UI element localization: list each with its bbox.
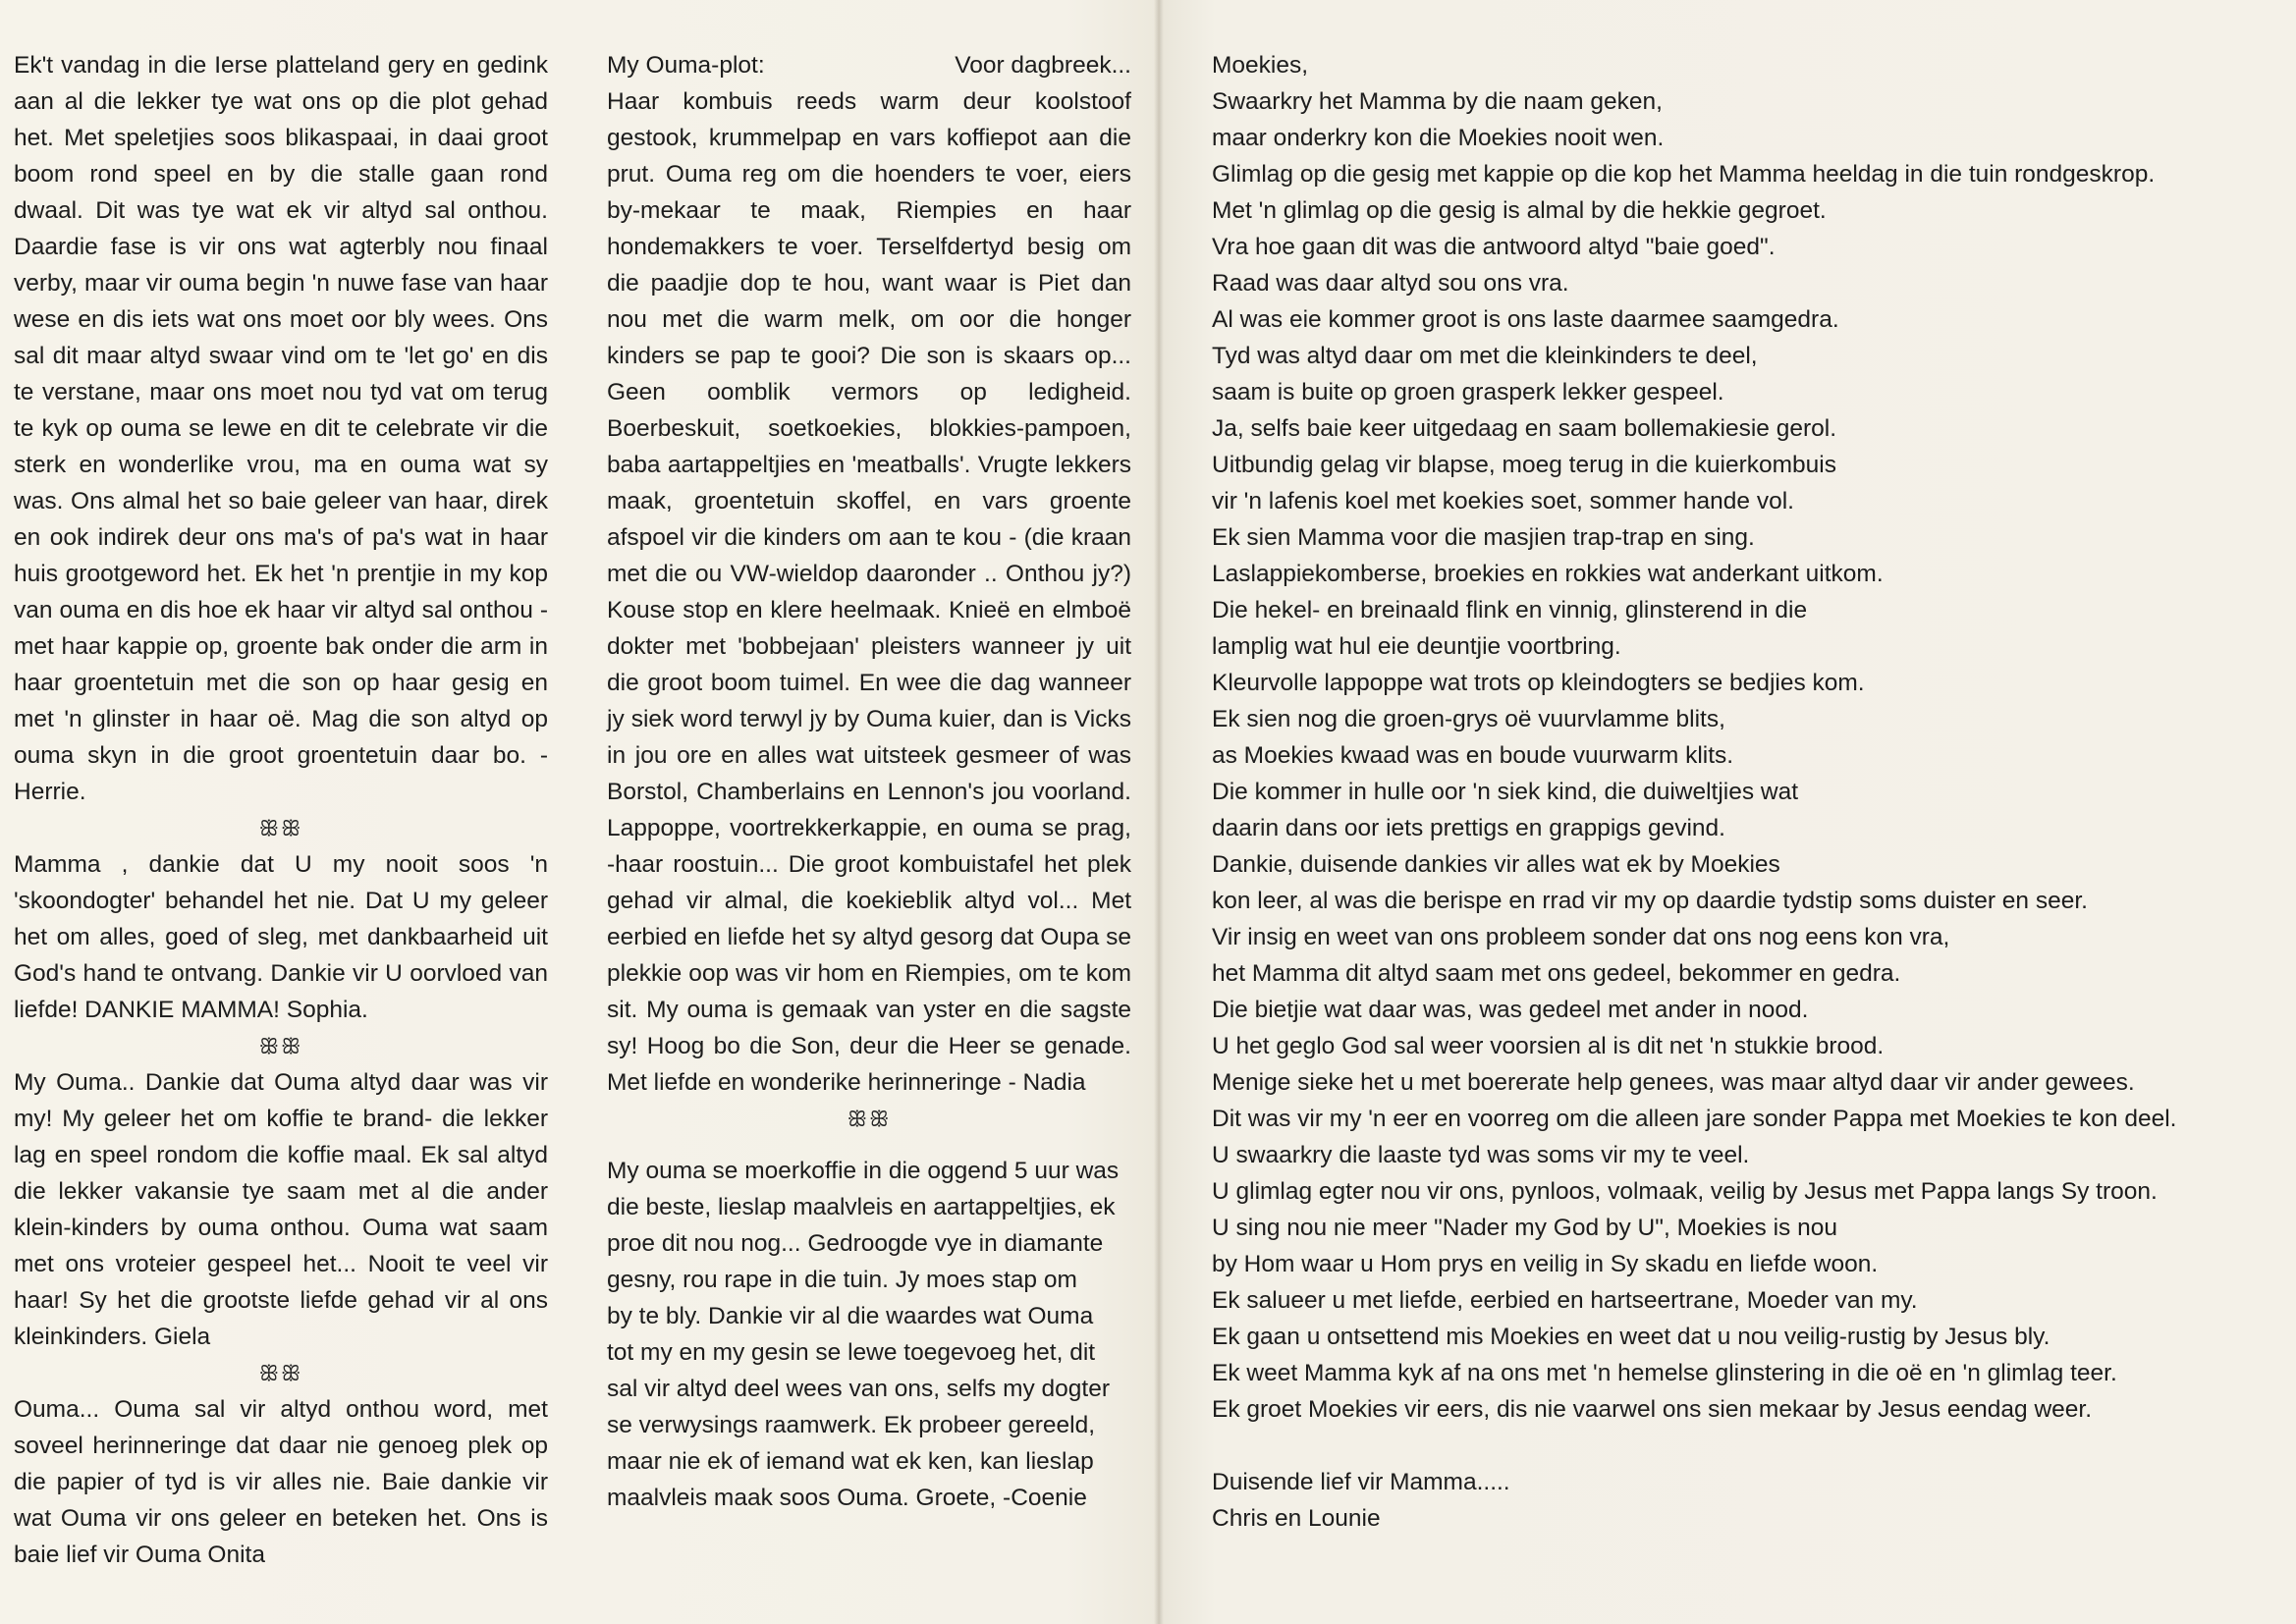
poem-line: Dankie, duisende dankies vir alles wat ek by Moekies (1212, 851, 1780, 878)
poem-column (1212, 47, 2253, 1537)
ornament-divider (14, 1028, 548, 1064)
poem-line: vir 'n lafenis koel met koekies soet, sommer hande vol. (1212, 488, 1794, 514)
tribute-nadia: Haar kombuis reeds warm deur koolstoof gestook, krummelpap en vars koffiepot aan die prut. Ouma reg om die hoenders te voer, eiers by-mekaar te maak, Riempies en haar hondemakkers te voer. Terselfdertyd besig om die paadjie dop te hou, want waar is Piet dan nou met die warm melk, om oor die honger kinders se pap te gooi? Die son is skaars op... Geen oomblik vermors op ledigheid. Boerbeskuit, soetkoekies, blokkies-pampoen, baba aartappeltjies en 'meatballs'. Vrugte lekkers maak, groentetuin skoffel, en vars groente afspoel vir die kinders om aan te kou - (die kraan met die ou VW-wieldop daaronder .. Onthou jy?) Kouse stop en klere heelmaak. Knieë en elmboë dokter met 'bobbejaan' pleisters wanneer jy uit die groot boom tuimel. En wee die dag wanneer jy siek word terwyl jy by Ouma kuier, dan is Vicks in jou ore en alles wat uitsteek gesmeer of was Borstol, Chamberlains en Lennon's jou voorland. Lappoppe, voortrekkerkappie, en ouma se prag, -haar roostuin... Die groot kombuistafel het plek gehad vir almal, die koekieblik altyd vol... Met eerbied en liefde het sy altyd gesorg dat Oupa se plekkie oop was vir hom en Riempies, om te kom sit. My ouma is gemaak van yster en die sagste sy! Hoog bo die Son, deur die Heer se genade. Met liefde en wonderike herinneringe - Nadia (607, 88, 1131, 1096)
ornament-glyph: ꕥꕥ (258, 1034, 303, 1058)
poem-line: lamplig wat hul eie deuntjie voortbring. (1212, 633, 1621, 660)
poem-line: Dit was vir my 'n eer en voorreg om die alleen jare sonder Pappa met Moekies te kon deel. (1212, 1106, 2177, 1132)
text-line: gesny, rou rape in die tuin. Jy moes stap om (607, 1267, 1077, 1293)
poem-line: Menige sieke het u met boererate help genees, was maar altyd daar vir ander gewees. (1212, 1069, 2135, 1096)
tribute-sophia: Mamma , dankie dat U my nooit soos 'n 'skoondogter' behandel het nie. Dat U my geleer het om alles, goed of sleg, met dankbaarheid uit God's hand te ontvang. Dankie vir U oorvloed van liefde! DANKIE MAMMA! Sophia. (14, 851, 548, 1023)
poem-line: Ek sien Mamma voor die masjien trap-trap en sing. (1212, 524, 1755, 551)
poem-line: Ek groet Moekies vir eers, dis nie vaarwel ons sien mekaar by Jesus eendag weer. (1212, 1396, 2093, 1423)
ornament-divider (14, 810, 548, 846)
poem-line: kon leer, al was die berispe en rrad vir my op daardie tydstip soms duister en seer. (1212, 888, 2088, 914)
ornament-glyph: ꕥꕥ (258, 816, 303, 840)
poem-line: maar onderkry kon die Moekies nooit wen. (1212, 125, 1665, 151)
text-line: die beste, lieslap maalvleis en aartappeltjies, ek (607, 1194, 1116, 1220)
text-line: sal vir altyd deel wees van ons, selfs my dogter (607, 1376, 1111, 1402)
poem-line: Kleurvolle lappoppe wat trots op kleindogters se bedjies kom. (1212, 670, 1865, 696)
signoff-line: Duisende lief vir Mamma..... (1212, 1469, 1510, 1495)
heading-left: My Ouma-plot: (607, 52, 765, 79)
poem-line: U sing nou nie meer "Nader my God by U", Moekies is nou (1212, 1215, 1837, 1241)
poem-line: Ja, selfs baie keer uitgedaag en saam bollemakiesie gerol. (1212, 415, 1837, 442)
ornament-divider (607, 1101, 1131, 1137)
poem-line: daarin dans oor iets prettigs en grappigs gevind. (1212, 815, 1725, 841)
text-line: proe dit nou nog... Gedroogde vye in diamante (607, 1230, 1104, 1257)
poem-line: Die hekel- en breinaald flink en vinnig, glinsterend in die (1212, 597, 1808, 623)
poem-line: as Moekies kwaad was en boude vuurwarm klits. (1212, 742, 1734, 769)
text-line: se verwysings raamwerk. Ek probeer gereeld, (607, 1412, 1096, 1438)
text-line: maalvleis maak soos Ouma. Groete, -Coenie (607, 1485, 1087, 1511)
left-column-1 (14, 47, 548, 1573)
text-line: My ouma se moerkoffie in die oggend 5 uur was (607, 1158, 1120, 1184)
poem-line: Glimlag op die gesig met kappie op die kop het Mamma heeldag in die tuin rondgeskrop. (1212, 161, 2156, 188)
ornament-glyph: ꕥꕥ (847, 1107, 892, 1131)
heading-right: Voor dagbreek... (955, 52, 1131, 79)
poem-line: Ek sien nog die groen-grys oë vuurvlamme blits, (1212, 706, 1725, 732)
book-spine (1154, 0, 1164, 1624)
tribute-onita: Ouma... Ouma sal vir altyd onthou word, met soveel herinneringe dat daar nie genoeg plek op die papier of tyd is vir alles nie. Baie dankie vir wat Ouma vir ons geleer en beteken het. Ons is baie lief vir Ouma Onita (14, 1396, 548, 1568)
poem-line: Vra hoe gaan dit was die antwoord altyd "baie goed". (1212, 234, 1776, 260)
spacer (1212, 1428, 2253, 1464)
poem-line: Moekies, (1212, 52, 1309, 79)
poem-line: Tyd was altyd daar om met die kleinkinders te deel, (1212, 343, 1758, 369)
poem-line: Vir insig en weet van ons probleem sonder dat ons nog eens kon vra, (1212, 924, 1950, 950)
poem-line: Ek gaan u ontsettend mis Moekies en weet dat u nou veilig-rustig by Jesus bly. (1212, 1324, 2050, 1350)
poem-line: Uitbundig gelag vir blapse, moeg terug in die kuierkombuis (1212, 452, 1836, 478)
poem-line: het Mamma dit altyd saam met ons gedeel, bekommer en gedra. (1212, 960, 1901, 987)
text-line: tot my en my gesin se lewe toegevoeg het, dit (607, 1339, 1096, 1366)
poem-line: Ek weet Mamma kyk af na ons met 'n hemelse glinstering in die oë en 'n glimlag teer. (1212, 1360, 2117, 1386)
tribute-herrie: Ek't vandag in die Ierse platteland gery en gedink aan al die lekker tye wat ons op die plot gehad het. Met speletjies soos blikaspaai, in daai groot boom rond speel en by die stalle gaan rond dwaal. Dit was tye wat ek vir altyd sal onthou. Daardie fase is vir ons wat agterbly nou finaal verby, maar vir ouma begin 'n nuwe fase van haar wese en dis iets wat ons moet oor bly wees. Ons sal dit maar altyd swaar vind om te 'let go' en dis te verstane, maar ons moet nou tyd vat om terug te kyk op ouma se lewe en dit te celebrate vir die sterk en wonderlike vrou, ma en ouma wat sy was. Ons almal het so baie geleer van haar, direk en ook indirek deur ons ma's of pa's wat in haar huis grootgeword het. Ek het 'n prentjie in my kop van ouma en dis hoe ek haar vir altyd sal onthou - met haar kappie op, groente bak onder die arm in haar groentetuin met die son op haar gesig en met 'n glinster in haar oë. Mag die son altyd op ouma skyn in die groot groentetuin daar bo. - Herrie. (14, 52, 548, 805)
tribute-heading (607, 47, 1131, 83)
poem-line: U glimlag egter nou vir ons, pynloos, volmaak, veilig by Jesus met Pappa langs Sy troon. (1212, 1178, 2158, 1205)
poem-line: Raad was daar altyd sou ons vra. (1212, 270, 1569, 297)
poem-line: U het geglo God sal weer voorsien al is dit net 'n stukkie brood. (1212, 1033, 1885, 1059)
poem-line: by Hom waar u Hom prys en veilig in Sy skadu en liefde woon. (1212, 1251, 1879, 1277)
poem-line: saam is buite op groen grasperk lekker gespeel. (1212, 379, 1724, 406)
tribute-giela: My Ouma.. Dankie dat Ouma altyd daar was vir my! My geleer het om koffie te brand- die lekker lag en speel rondom die koffie maal. Ek sal altyd die lekker vakansie tye saam met al die ander klein-kinders by ouma onthou. Ouma wat saam met ons vroteier gespeel het... Nooit te veel vir haar! Sy het die grootste liefde gehad vir al ons kleinkinders. Giela (14, 1069, 548, 1350)
poem-line: Laslappiekomberse, broekies en rokkies wat anderkant uitkom. (1212, 561, 1884, 587)
poem-line: U swaarkry die laaste tyd was soms vir my te veel. (1212, 1142, 1750, 1168)
poem-line: Die bietjie wat daar was, was gedeel met ander in nood. (1212, 997, 1809, 1023)
poem-line: Ek salueer u met liefde, eerbied en hartseertrane, Moeder van my. (1212, 1287, 1918, 1314)
text-line: maar nie ek of iemand wat ek ken, kan lieslap (607, 1448, 1094, 1475)
poem-line: Met 'n glimlag op die gesig is almal by die hekkie gegroet. (1212, 197, 1827, 224)
ornament-divider (14, 1355, 548, 1391)
tribute-coenie (607, 1153, 1131, 1516)
poem-line: Al was eie kommer groot is ons laste daarmee saamgedra. (1212, 306, 1839, 333)
poem-line: Die kommer in hulle oor 'n siek kind, die duiweltjies wat (1212, 779, 1799, 805)
ornament-glyph: ꕥꕥ (258, 1361, 303, 1385)
signoff-names: Chris en Lounie (1212, 1505, 1381, 1532)
poem-line: Swaarkry het Mamma by die naam geken, (1212, 88, 1663, 115)
left-column-2 (607, 47, 1131, 1516)
text-line: by te bly. Dankie vir al die waardes wat Ouma (607, 1303, 1094, 1329)
